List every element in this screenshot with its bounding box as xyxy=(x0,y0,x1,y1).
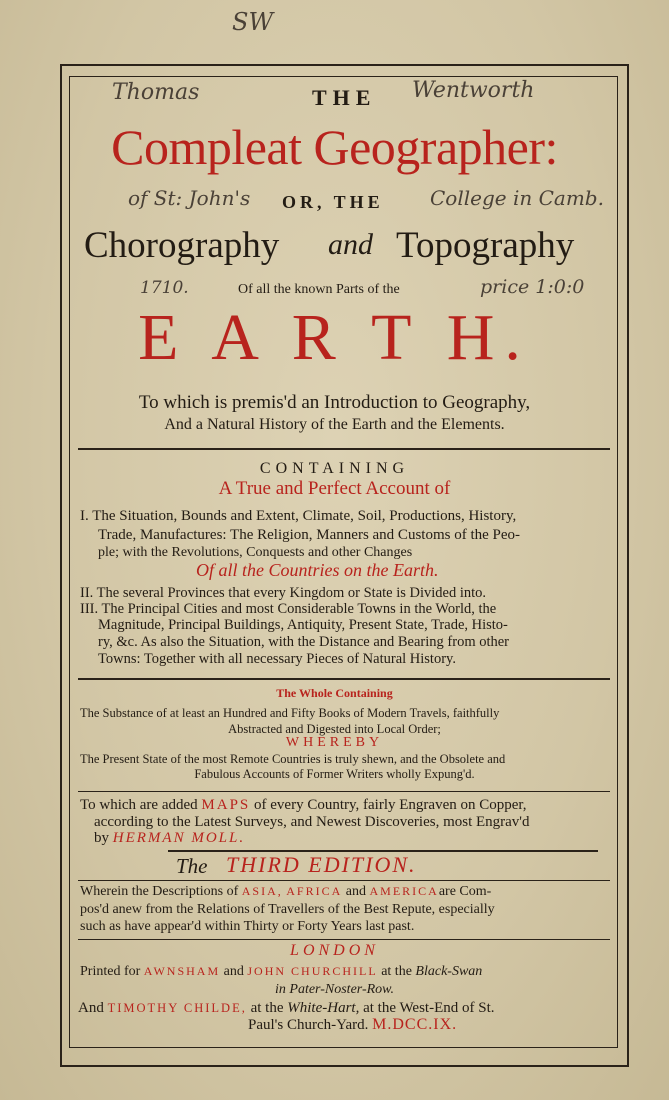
imprint-john-churchill: JOHN CHURCHILL xyxy=(247,964,378,978)
rule-1 xyxy=(78,448,610,450)
inner-border-right xyxy=(617,76,618,1048)
edition-text: THIRD EDITION. xyxy=(226,852,417,877)
rule-2 xyxy=(78,678,610,680)
inner-border-bottom xyxy=(69,1047,618,1048)
imprint-at-the-2: at the xyxy=(250,1000,284,1016)
imprint-line-4 xyxy=(248,1016,457,1034)
imprint-line-2: in Pater-Noster-Row. xyxy=(275,982,394,997)
maps-text-b: of every Country, fairly Engraven on Copper, xyxy=(254,797,527,813)
rule-6 xyxy=(78,939,610,940)
maps-line-2: according to the Latest Surveys, and Newest Discoveries, most Engrav'd xyxy=(94,814,530,830)
title-main: Compleat Geographer: xyxy=(111,119,558,175)
outer-border-right xyxy=(627,64,629,1067)
descriptions-and: and xyxy=(345,884,366,899)
handwritten-college-right: College in Camb. xyxy=(430,186,604,210)
maps-by: by xyxy=(94,830,109,846)
handwritten-name-left: Thomas xyxy=(112,80,200,105)
title-of-all: Of all the known Parts of the xyxy=(238,282,400,297)
edition-the: The xyxy=(176,854,208,878)
maps-word: MAPS xyxy=(201,797,251,813)
title-the: THE xyxy=(312,85,377,110)
whole-heading: The Whole Containing xyxy=(276,686,393,700)
handwritten-year: 1710. xyxy=(140,278,189,298)
title-earth: E A R T H. xyxy=(138,301,531,374)
africa-word: AFRICA xyxy=(286,884,343,898)
item3-line-1: III. The Principal Cities and most Considerable Towns in the World, the xyxy=(80,601,497,617)
imprint-date: M.DCC.IX. xyxy=(372,1016,458,1033)
whole-line-3: The Present State of the most Remote Countries is truly shewn, and the Obsolete and xyxy=(80,752,506,766)
maps-name: HERMAN MOLL. xyxy=(112,830,246,846)
imprint-line-1 xyxy=(80,964,482,980)
maps-line-1 xyxy=(80,797,527,814)
america-word: AMERICA xyxy=(369,884,439,898)
rule-5 xyxy=(78,880,610,881)
imprint-west-end: at the West-End of St. xyxy=(363,1000,495,1016)
inner-border-left xyxy=(69,76,70,1048)
item1-line-3: ple; with the Revolutions, Conquests and other Changes xyxy=(98,545,413,560)
imprint-white-hart: White-Hart, xyxy=(287,1000,360,1016)
imprint-and: and xyxy=(223,964,244,979)
item3-line-3: ry, &c. As also the Situation, with the Distance and Bearing from other xyxy=(98,634,510,650)
title-topography: Topography xyxy=(396,225,575,266)
containing-subheading: A True and Perfect Account of xyxy=(218,478,451,499)
imprint-line-3 xyxy=(78,1000,495,1017)
item3-line-4: Towns: Together with all necessary Pieces of Natural History. xyxy=(98,651,456,667)
maps-text-a: To which are added xyxy=(80,797,198,813)
rule-3 xyxy=(78,791,610,792)
containing-heading: CONTAINING xyxy=(259,460,410,477)
maps-line-3 xyxy=(94,830,245,847)
item3-line-2: Magnitude, Principal Buildings, Antiquity, Present State, Trade, Histo- xyxy=(98,617,508,633)
imprint-awnsham: AWNSHAM xyxy=(143,964,221,978)
handwritten-college-left: of St: John's xyxy=(128,186,251,210)
imprint-and-2: And xyxy=(78,1000,104,1016)
item1-line-1: I. The Situation, Bounds and Extent, Climate, Soil, Productions, History, xyxy=(80,508,517,524)
imprint-timothy-childe: TIMOTHY CHILDE, xyxy=(107,1001,247,1015)
title-chorography: Chorography xyxy=(84,225,280,266)
imprint-at-the: at the xyxy=(381,964,412,979)
handwritten-price: price 1:0:0 xyxy=(480,276,585,298)
outer-border-left xyxy=(60,64,62,1067)
descriptions-text-a: Wherein the Descriptions of xyxy=(80,884,239,899)
whole-line-2: Abstracted and Digested into Local Order; xyxy=(228,722,441,736)
imprint-churchyard: Paul's Church-Yard. xyxy=(248,1017,369,1033)
handwritten-mark: SW xyxy=(232,8,274,36)
item1-line-4: Of all the Countries on the Earth. xyxy=(196,560,439,580)
handwritten-name-right: Wentworth xyxy=(412,78,535,103)
whole-line-4: Fabulous Accounts of Former Writers wholly Expung'd. xyxy=(194,767,475,781)
whole-whereby: WHEREBY xyxy=(285,735,384,750)
title-or-the: OR, THE xyxy=(282,192,384,212)
item2: II. The several Provinces that every Kingdom or State is Divided into. xyxy=(80,585,487,601)
descriptions-line-1 xyxy=(80,884,491,900)
descriptions-line-3: such as have appear'd within Thirty or Forty Years last past. xyxy=(80,919,415,934)
descriptions-text-b: are Com- xyxy=(438,884,492,899)
outer-border-bottom xyxy=(60,1065,629,1067)
title-and: and xyxy=(328,228,373,261)
intro-line-2: And a Natural History of the Earth and the Elements. xyxy=(164,416,505,433)
descriptions-line-2: pos'd anew from the Relations of Travellers of the Best Repute, especially xyxy=(80,902,495,917)
imprint-black-swan: Black-Swan xyxy=(415,964,483,979)
asia-word: ASIA, xyxy=(241,884,283,898)
imprint-printed-for: Printed for xyxy=(80,964,141,979)
outer-border-top xyxy=(60,64,629,66)
intro-line-1: To which is premis'd an Introduction to Geography, xyxy=(138,392,531,413)
inner-border-top xyxy=(69,76,618,77)
whole-line-1: The Substance of at least an Hundred and Fifty Books of Modern Travels, faithfully xyxy=(80,706,500,720)
imprint-london: LONDON xyxy=(290,942,379,959)
item1-line-2: Trade, Manufactures: The Religion, Manners and Customs of the Peo- xyxy=(98,527,521,543)
